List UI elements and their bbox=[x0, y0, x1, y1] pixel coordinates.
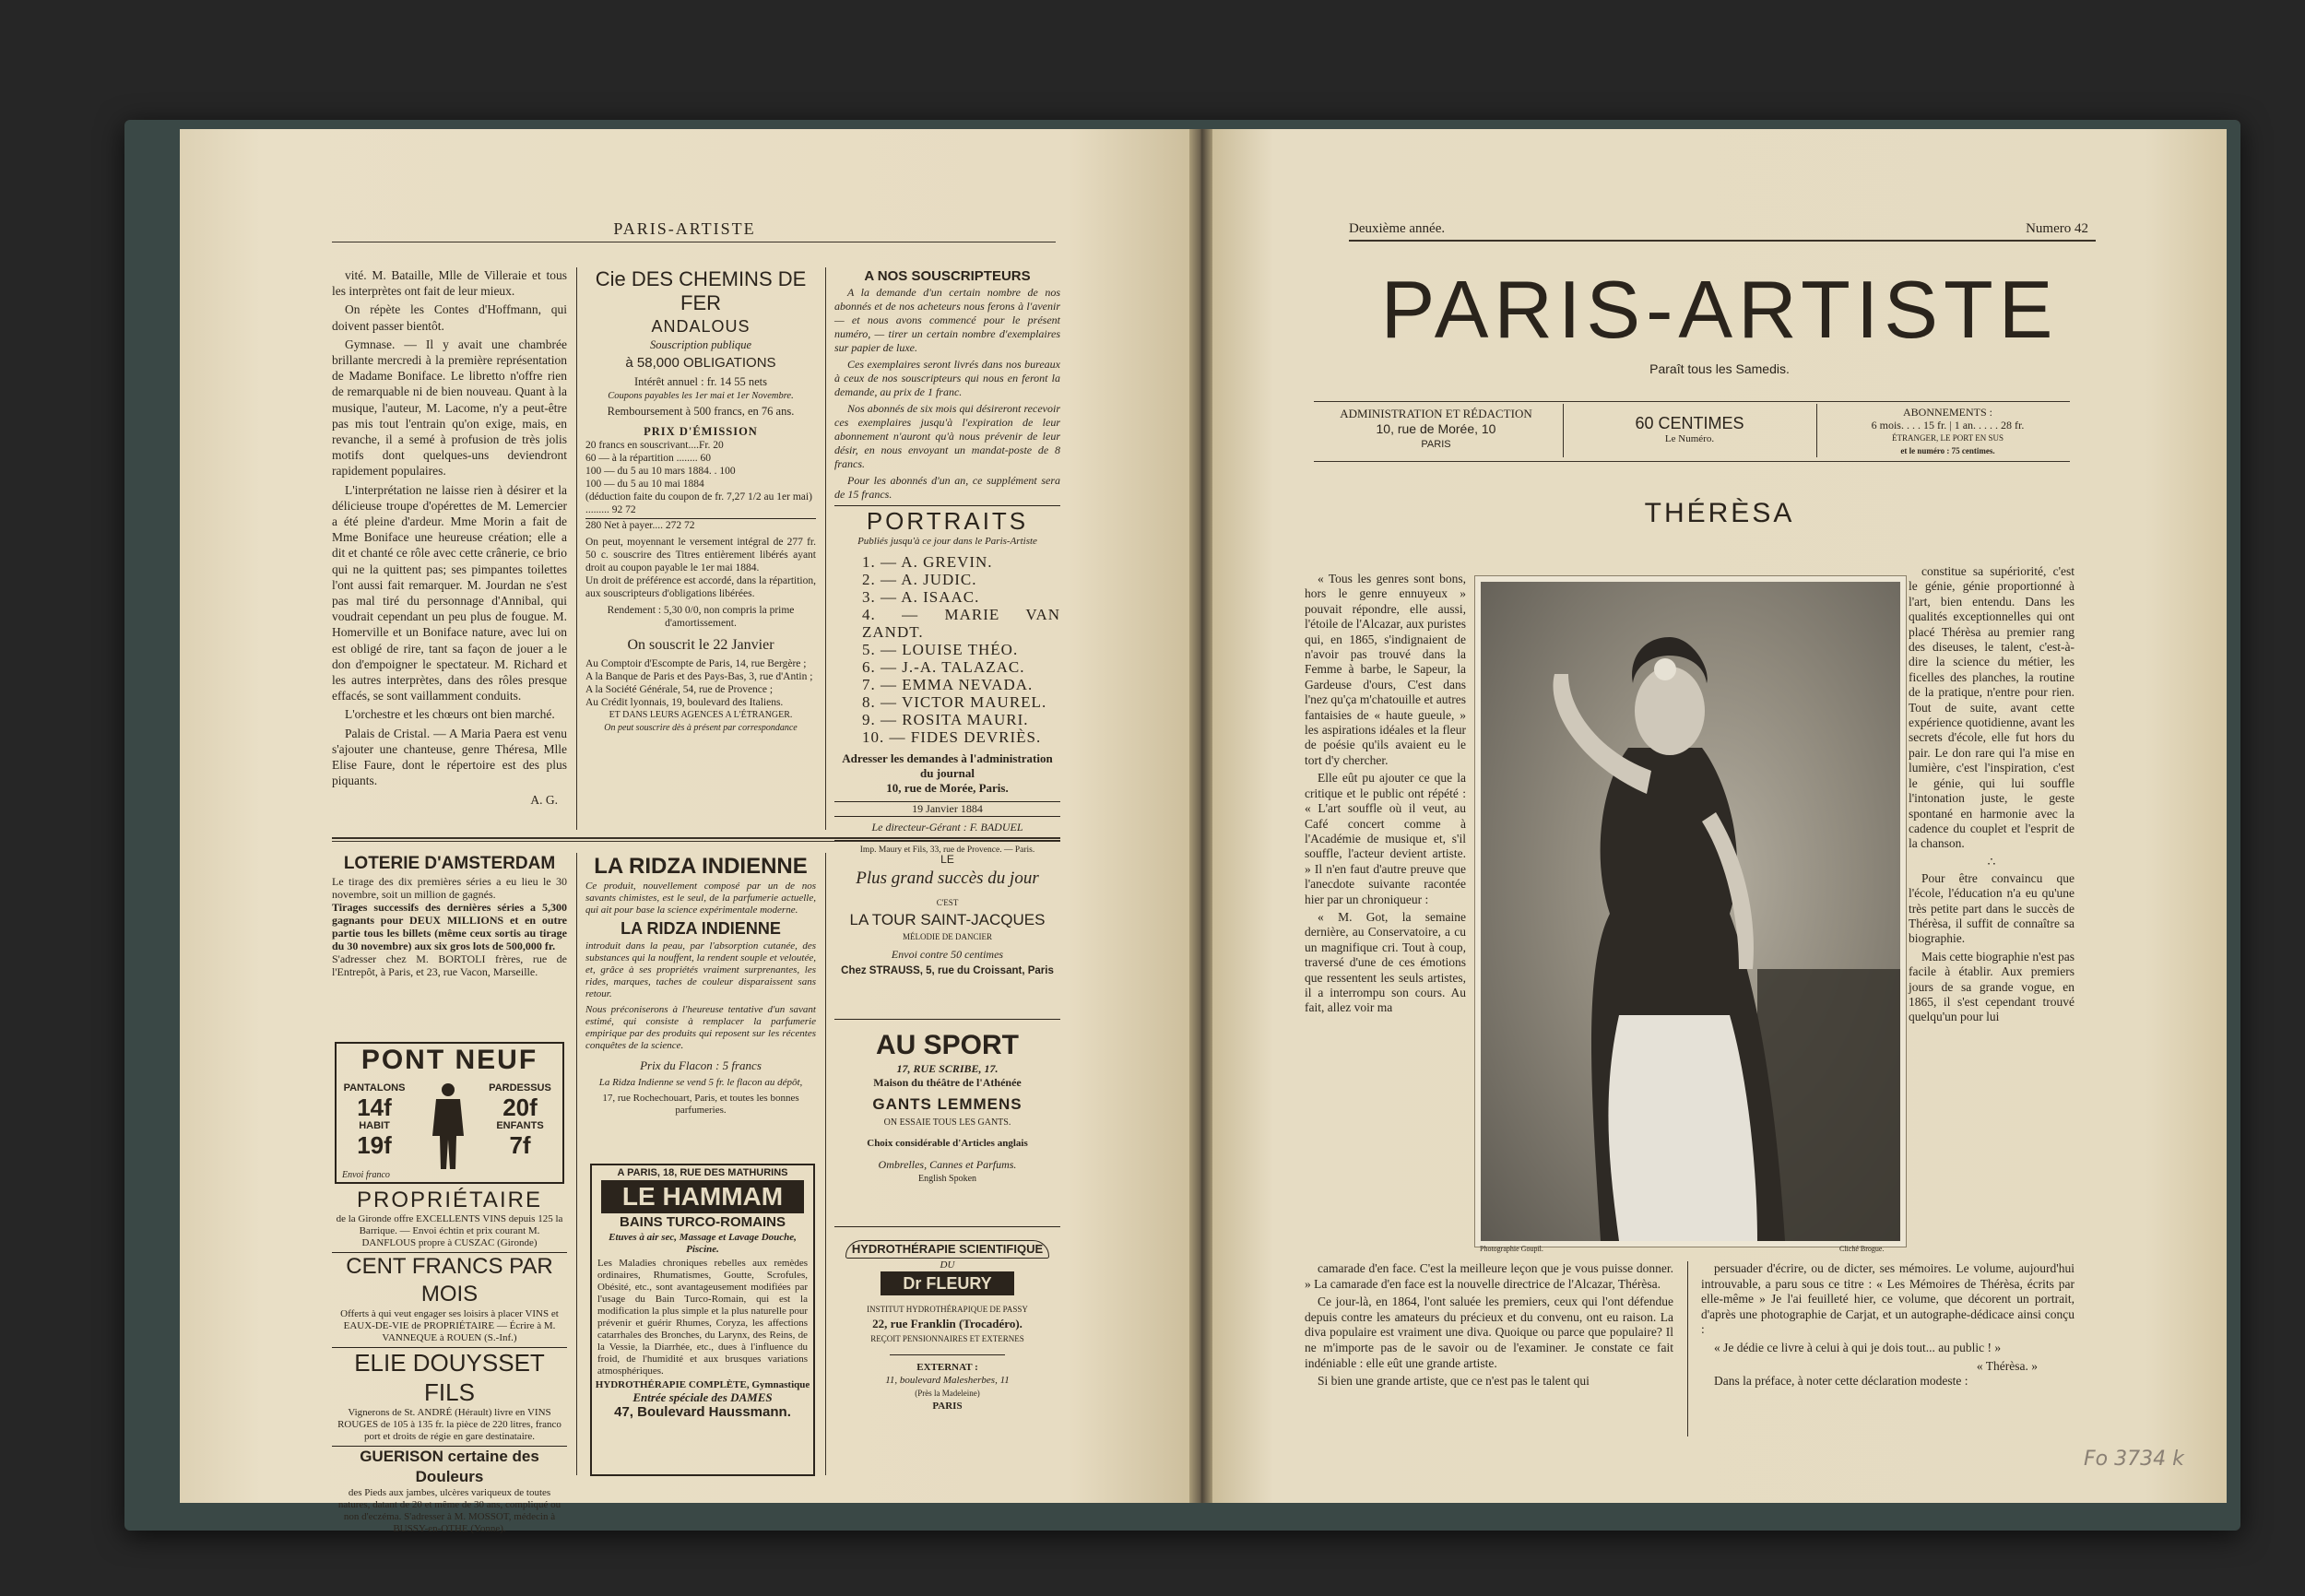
pont-left bbox=[342, 1082, 407, 1158]
hammam-ad bbox=[590, 1164, 815, 1476]
column-rule bbox=[576, 853, 577, 1475]
theresa-photograph bbox=[1475, 576, 1906, 1247]
photo-credit-left: Photographie Goupil. bbox=[1480, 1245, 1543, 1253]
paragraph: Palais de Cristal. — A Maria Paera est venu s'ajouter une chanteuse, genre Théresa, Mlle Elise Faure, dont le répertoire est des plus piquants. bbox=[332, 726, 567, 788]
paragraph: « Je dédie ce livre à celui à qui je dois tout... au public ! » bbox=[1714, 1340, 2002, 1354]
english: English Spoken bbox=[917, 1174, 977, 1184]
portrait-item: 8. — VICTOR MAUREL. bbox=[862, 693, 1047, 711]
portrait-item: 1. — A. GREVIN. bbox=[862, 553, 993, 571]
book-gutter bbox=[1189, 129, 1212, 1503]
du: DU bbox=[940, 1259, 955, 1271]
info-rule bbox=[1314, 461, 2070, 462]
ridza-ad bbox=[585, 853, 816, 1117]
portrait-item: 7. — EMMA NEVADA. bbox=[862, 676, 1034, 693]
cent-text: Offerts à qui veut engager ses loisirs à placer VINS et EAUX-DE-VIE de PROPRIÉTAIRE — Écrire à M. VANNEQUE à ROUEN (S.-Inf.) bbox=[340, 1308, 559, 1343]
price-sub: Le Numéro. bbox=[1664, 433, 1715, 444]
paragraph: Dans la préface, à noter cette déclaration modeste : bbox=[1714, 1374, 1968, 1389]
choix: Choix considérable d'Articles anglais bbox=[867, 1138, 1028, 1149]
hammam-title: LE HAMMAM bbox=[601, 1180, 804, 1213]
bank: A la Société Générale, 54, rue de Provence ; bbox=[585, 684, 774, 695]
pont-envoi: Envoi franco bbox=[342, 1170, 390, 1180]
abonnements-box bbox=[1821, 406, 2074, 457]
malesherbes: 11, boulevard Malesherbes, 11 bbox=[885, 1375, 1010, 1386]
loterie-ad bbox=[332, 853, 567, 978]
hammam-hours: Etuves à air sec, Massage et Lavage Douche, Piscine. bbox=[609, 1232, 797, 1255]
ridza-title: LA RIDZA INDIENNE bbox=[594, 854, 808, 879]
pont-item: PANTALONS bbox=[343, 1082, 406, 1094]
proprietaire-title: PROPRIÉTAIRE bbox=[357, 1188, 542, 1212]
paragraph: « Tous les genres sont bons, hors le genre ennuyeux » pouvait répondre, elle aussi, l'étoile de l'Alcazar, aux puristes qui, en 1865, s'indignaient de n'avoir pas trouvé dans la Femme à barbe, le Sapeur, la Gardeuse d'ours, C'est dans l'nez qu'ça m'chatouille et autres fantaisies de « haute gueule, » les aspirations idéales et la fleur de poésie qu'ils avaient eu le tort d'y chercher. bbox=[1305, 572, 1466, 767]
portrait-item: 3. — A. ISAAC. bbox=[862, 588, 980, 606]
paragraph: Nos abonnés de six mois qui désireront recevoir ces exemplaires jusqu'à l'expiration de leur abonnement n'auront qu'à nous prévenir de leur désir, en nous envoyant un mandat-poste de 8 francs. bbox=[834, 402, 1060, 470]
masthead-rule bbox=[1349, 240, 2096, 242]
prix-list bbox=[585, 439, 816, 532]
pont-item: HABIT bbox=[359, 1120, 390, 1131]
section-dots-icon: ∴ bbox=[1987, 855, 1996, 869]
prix-line: 100 — du 5 au 10 mars 1884. . 100 bbox=[585, 466, 736, 477]
hammam-sub: BAINS TURCO-ROMAINS bbox=[620, 1214, 786, 1230]
adresse: 10, rue de Morée, Paris. bbox=[886, 781, 1009, 795]
envoi: Envoi contre 50 centimes bbox=[891, 948, 1004, 961]
strauss: Chez STRAUSS, 5, rue du Croissant, Paris bbox=[841, 965, 1054, 976]
column-rule bbox=[825, 267, 826, 830]
paragraph: camarade d'en face. C'est la meilleure leçon que je vous puisse donner. » La camarade d'en face est la nouvelle directrice de l'Alcazar, Thérèsa. bbox=[1305, 1261, 1673, 1291]
prix-line: 100 — du 5 au 10 mai 1884 bbox=[585, 479, 704, 490]
hammam-dames: Entrée spéciale des DAMES bbox=[632, 1390, 773, 1404]
column-rule bbox=[825, 853, 826, 1475]
annee: Deuxième année. bbox=[1349, 221, 1446, 236]
bank: Au Crédit lyonnais, 19, boulevard des Italiens. bbox=[585, 697, 784, 708]
institut: INSTITUT HYDROTHÉRAPIQUE DE PASSY bbox=[867, 1305, 1028, 1314]
hammam-hydro: HYDROTHÉRAPIE COMPLÈTE, Gymnastique bbox=[595, 1379, 810, 1390]
info-divider bbox=[1816, 404, 1817, 457]
numero: Numero 42 bbox=[2026, 221, 2088, 236]
article-right-column bbox=[1909, 564, 2074, 1028]
column-rule bbox=[576, 267, 577, 830]
admin-city: PARIS bbox=[1421, 439, 1451, 450]
portrait-item: 6. — J.-A. TALAZAC. bbox=[862, 658, 1025, 676]
cent-francs-title: CENT FRANCS PAR MOIS bbox=[332, 1252, 567, 1308]
ridza-prix: Prix du Flacon : 5 francs bbox=[640, 1058, 762, 1072]
abo-etranger: ÉTRANGER, LE PORT EN SUS bbox=[1891, 433, 2004, 443]
loterie-text3: S'adresser chez M. BORTOLI frères, rue de l'Entrepôt, à Paris, et 23, rue Vacon, Marseille. bbox=[332, 952, 567, 978]
bank-correspondance: On peut souscrire dès à présent par correspondance bbox=[604, 723, 798, 733]
sport-addr: 17, RUE SCRIBE, 17. bbox=[896, 1062, 999, 1075]
ridza-title2: LA RIDZA INDIENNE bbox=[621, 919, 781, 938]
paragraph: Elle eût pu ajouter ce que la critique et le public ont répété : « L'art souffle où il veut, au Café concert comme à l'Académie de musique et, s'il souffle, l'acteur devient artiste. » Il n'en faut d'autre preuve que l'anecdote suivante racontée hier par un chroniqueur : bbox=[1305, 771, 1466, 906]
signature: « Thérèsa. » bbox=[1976, 1358, 2038, 1373]
paragraph: Si bien une grande artiste, que ce n'est pas le talent qui bbox=[1318, 1374, 1590, 1389]
le: LE bbox=[940, 853, 954, 866]
paragraph: persuader d'écrire, ou de dicter, ses mémoires. Le volume, aujourd'hui introuvable, a paru sous ce titre : « Les Mémoires de Thérèsa, écrits par elle-même » Je l'ai feuilleté hier, ce volume, que décorent un portrait, d'après une photographie de Carjat, et un autographe-dédicace ainsi conçu : bbox=[1701, 1261, 2074, 1337]
bank: A la Banque de Paris et des Pays-Bas, 3, rue d'Antin ; bbox=[585, 671, 813, 682]
info-divider bbox=[1563, 404, 1564, 457]
portrait-item: 10. — FIDES DEVRIÈS. bbox=[862, 728, 1042, 746]
admin-addr: 10, rue de Morée, 10 bbox=[1376, 421, 1496, 436]
right-page bbox=[1212, 129, 2227, 1503]
prix-line: (déduction faite du coupon de fr. 7,27 1/2 au 1er mai) ......... 92 72 bbox=[585, 491, 812, 515]
tailor-figure-icon bbox=[425, 1081, 471, 1171]
section-rule bbox=[332, 837, 1060, 839]
pres: (Près la Madeleine) bbox=[915, 1389, 980, 1398]
shelf-mark: Fo 3734 k bbox=[2084, 1448, 2184, 1471]
chemins-subtitle: ANDALOUS bbox=[651, 317, 751, 336]
column-rule bbox=[1687, 1261, 1688, 1436]
loterie-text: Le tirage des dix premières séries a eu lieu le 30 novembre, soit un million de gagnés. bbox=[332, 875, 567, 901]
pont-right bbox=[483, 1082, 557, 1158]
section-rule bbox=[332, 841, 1060, 842]
prix-title: PRIX D'ÉMISSION bbox=[644, 425, 758, 438]
hammam-top: A PARIS, 18, RUE DES MATHURINS bbox=[617, 1167, 788, 1178]
ombrelles: Ombrelles, Cannes et Parfums. bbox=[878, 1158, 1017, 1171]
paris: PARIS bbox=[932, 1401, 963, 1412]
elie-title: ELIE DOUYSSET FILS bbox=[332, 1347, 567, 1407]
paragraph: Ce jour-là, en 1864, l'ont saluée les premiers, ceux qui l'ont défendue depuis contre les amateurs du précieux et du convenu, ont eu raison. La diva populaire est vraiment une diva. Quoique ou parce que populaire? Il ne m'importe pas de le savoir ou de l'examiner. Je constate ce fait indéniable : elle eût une grande artiste. bbox=[1305, 1295, 1673, 1370]
ridza-addr: 17, rue Rochechouart, Paris, et toutes les bonnes parfumeries. bbox=[602, 1093, 799, 1116]
portrait-item: 4. — MARIE VAN ZANDT. bbox=[862, 606, 1060, 641]
paragraph: Gymnase. — Il y avait une chambrée brillante mercredi à la première représentation de Madame Boniface. Le libretto n'offre rien de remarquable ni de bien nouveau. Quant à la musique, l'auteur, M. Lacome, n'y a peut-être pas mis tout l'entrain qu'on exige, mais, en revanche, il a semé à profusion de très jolis motifs dont quelques-uns deviendront rapidement populaires. bbox=[332, 337, 567, 479]
banks-list bbox=[585, 657, 816, 735]
cest: C'EST bbox=[936, 898, 959, 907]
abonnements-title: ABONNEMENTS : bbox=[1902, 406, 1992, 419]
pont-neuf-title: PONT NEUF bbox=[361, 1045, 538, 1075]
price-box bbox=[1567, 413, 1812, 444]
fleury-ad bbox=[834, 1226, 1060, 1413]
bank: Au Comptoir d'Escompte de Paris, 14, rue Bergère ; bbox=[585, 658, 807, 669]
guerison-title: GUERISON certaine des Douleurs bbox=[332, 1446, 567, 1487]
melodie: MÉLODIE DE DANCIER bbox=[903, 932, 992, 941]
tour-saint-jacques-ad bbox=[834, 853, 1060, 978]
fleury-title: Dr FLEURY bbox=[881, 1271, 1014, 1295]
hammam-addr: 47, Boulevard Haussmann. bbox=[614, 1404, 791, 1420]
interet: Intérêt annuel : fr. 14 55 nets bbox=[633, 375, 768, 388]
externat: EXTERNAT : bbox=[890, 1354, 1005, 1374]
paragraph: vité. M. Bataille, Mlle de Villeraie et tous les interprètes ont fait de leur mieux. bbox=[332, 268, 567, 299]
hammam-text: Les Maladies chroniques rebelles aux remèdes ordinaires, Rhumatismes, Goutte, Scrofules, Obésité, etc., sont avantageusement modifiées par l'usage du Bain Turco-Romain, qui est la modification la plus simple et la plus naturelle pour prévenir et guérir Rhumes, Coryza, les affections catarrhales des Bronches, du Larynx, des Reins, de la Vessie, la Diarrhée, etc., dues à l'influence du froid, de l'humidité et aux brusques variations atmosphériques. bbox=[597, 1258, 808, 1377]
hydro-arc: HYDROTHÉRAPIE SCIENTIFIQUE bbox=[845, 1240, 1049, 1259]
price: 60 CENTIMES bbox=[1635, 414, 1744, 432]
ridza-depot: La Ridza Indienne se vend 5 fr. le flacon au dépôt, bbox=[598, 1077, 803, 1088]
gants-sub: ON ESSAIE TOUS LES GANTS. bbox=[883, 1117, 1011, 1128]
left-page bbox=[180, 129, 1189, 1534]
guerison-text: des Pieds aux jambes, ulcères variqueux de toutes natures, datant de 20 et même de 30 ans, compliqué ou non d'eczéma. S'adresser à M. MOSSOT, médecin à BUSSY-en-OTHE (Yonne). bbox=[337, 1487, 561, 1534]
souscrit-date: On souscrit le 22 Janvier bbox=[627, 637, 774, 653]
article-title: THÉRÈSA bbox=[1644, 498, 1795, 528]
signature: A. G. bbox=[530, 792, 558, 807]
bank-etranger: ET DANS LEURS AGENCES A L'ÉTRANGER. bbox=[609, 710, 793, 720]
paragraph: « M. Got, la semaine dernière, au Conservatoire, a cu un magnifique cri. Tout à coup, traversé d'une de ces émotions que ressentent les seuls artistes, il a interrompu son cours. Au fait, allez voir ma bbox=[1305, 909, 1466, 1015]
prix-line: 60 — à la répartition ........ 60 bbox=[585, 453, 712, 464]
pont-price: 7f bbox=[509, 1131, 531, 1159]
abo-line: 6 mois. . . . 15 fr. | 1 an. . . . . 28 fr. bbox=[1871, 419, 2025, 432]
pont-neuf-ad bbox=[335, 1042, 564, 1184]
prix-line: 280 Net à payer.... 272 72 bbox=[585, 518, 816, 532]
admin-box bbox=[1314, 406, 1558, 453]
chemins-note: On peut, moyennant le versement intégral de 277 fr. 50 c. souscrire des Titres entièrement libérés ayant droit au coupon payable le 1er mai 1884. bbox=[585, 537, 816, 573]
au-sport-ad bbox=[834, 1019, 1060, 1186]
pont-price: 14f bbox=[357, 1094, 392, 1121]
loterie-text2: Tirages successifs des dernières séries a 5,300 gagnants pour DEUX MILLIONS et en outre partie tous les billets (même ceux sortis au tirage du 30 novembre) aux six gros lots de 500,000 fr. bbox=[332, 901, 567, 952]
ridza-text3: Nous préconiserons à l'heureuse tentative d'un savant estimé, qui consiste à remplacer la parfumerie empirique par des produits qui reposent sur les récentes conquêtes de la science. bbox=[585, 1004, 816, 1051]
paragraph: Mais cette biographie n'est pas facile à établir. Aux premiers jours de sa grande vogue, en 1865, il s'est cependant trouvé quelqu'un pour lui bbox=[1909, 949, 2074, 1024]
sport-maison: Maison du théâtre de l'Athénée bbox=[873, 1076, 1022, 1089]
article-left-column bbox=[1305, 572, 1466, 1019]
article-bottom-right bbox=[1701, 1261, 2074, 1392]
paragraph: L'orchestre et les chœurs ont bien marché. bbox=[345, 707, 555, 722]
parait: Paraît tous les Samedis. bbox=[1649, 361, 1790, 376]
abo-numero: et le numéro : 75 centimes. bbox=[1900, 446, 1995, 455]
succes: Plus grand succès du jour bbox=[856, 869, 1039, 888]
paragraph: constitue sa supériorité, c'est le génie, génie proportionné à l'art, bien entendu. Dans les qualités exceptionnelles qui ont placé Thérèsa au premier rang des diseuses, le talent, c'est-à-dire la science du métier, les ficelles des planches, la routine de la pratique, n'entre pour rien. Tout de suite, avant cette expérience quotidienne, avant les secrets d'école, elle fut hors du pair. Le don rare qui l'a mise en lumière, c'est l'inspiration, c'est le génie, qui lui souffle l'intonation juste, le geste spontané en harmonie avec la cadence du couplet et l'esprit de la chanson. bbox=[1909, 564, 2074, 851]
rendement: Rendement : 5,30 0/0, non compris la prime d'amortissement. bbox=[607, 605, 795, 629]
elie-text: Vignerons de St. ANDRÉ (Hérault) livre en VINS ROUGES de 105 à 135 fr. la pièce de 220 litres, franco port et droits de régie en gare destinataire. bbox=[337, 1407, 561, 1442]
tour-title: LA TOUR SAINT-JACQUES bbox=[849, 911, 1046, 928]
portrait-item: 2. — A. JUDIC. bbox=[862, 571, 977, 588]
chemins-title: Cie DES CHEMINS DE FER bbox=[595, 267, 807, 314]
coupons: Coupons payables les 1er mai et 1er Novembre. bbox=[608, 391, 794, 401]
souscripteurs-title: A NOS SOUSCRIPTEURS bbox=[864, 268, 1031, 284]
loterie-title: LOTERIE D'AMSTERDAM bbox=[343, 854, 556, 873]
issue-date: 19 Janvier 1884 bbox=[834, 801, 1060, 817]
imprimerie: Imp. Maury et Fils, 33, rue de Provence. — Paris. bbox=[834, 840, 1060, 857]
pont-price: 20f bbox=[502, 1094, 538, 1121]
portrait-figure-icon bbox=[1481, 582, 1900, 1241]
portrait-item: 5. — LOUISE THÉO. bbox=[862, 641, 1019, 658]
pont-item: ENFANTS bbox=[496, 1120, 544, 1131]
portraits-list bbox=[834, 553, 1060, 746]
recoit: REÇOIT PENSIONNAIRES ET EXTERNES bbox=[870, 1334, 1024, 1343]
pont-price: 19f bbox=[357, 1131, 392, 1159]
adresser: Adresser les demandes à l'administration du journal bbox=[842, 751, 1053, 780]
gants: GANTS LEMMENS bbox=[872, 1095, 1022, 1113]
portraits-sub: Publiés jusqu'à ce jour dans le Paris-Artiste bbox=[857, 536, 1037, 547]
prix-line: 20 francs en souscrivant....Fr. 20 bbox=[585, 440, 724, 451]
theatre-column bbox=[332, 267, 567, 808]
portraits-title: PORTRAITS bbox=[834, 505, 1060, 536]
souscription-label: Souscription publique bbox=[649, 338, 752, 351]
paragraph: On répète les Contes d'Hoffmann, qui doivent passer bientôt. bbox=[332, 302, 567, 333]
info-rule bbox=[1314, 401, 2070, 402]
paragraph: Ces exemplaires seront livrés dans nos bureaux à ceux de nos souscripteurs qui nous en feront la demande, au prix de 1 franc. bbox=[834, 358, 1060, 398]
article-bottom-left bbox=[1305, 1261, 1673, 1392]
proprietaire-text: de la Gironde offre EXCELLENTS VINS depuis 125 la Barrique. — Envoi échtin et prix courant M. DANFLOUS propre à CUSZAC (Gironde) bbox=[336, 1213, 563, 1248]
remboursement: Remboursement à 500 francs, en 76 ans. bbox=[607, 405, 795, 418]
paragraph: A la demande d'un certain nombre de nos abonnés et de nos acheteurs nous ferons à l'avenir — et nous avons commencé pour le présent numéro, — tirer un certain nombre d'exemplaires sur papier de luxe. bbox=[834, 286, 1060, 354]
masthead-title: PARIS-ARTISTE bbox=[1380, 264, 2059, 355]
souscripteurs-notice bbox=[834, 267, 1060, 857]
paragraph: L'interprétation ne laisse rien à désirer et la délicieuse troupe d'opérettes de M. Lemercier a été pleine d'ardeur. Mme Morin a fait de Mme Boniface une heureuse création; elle a dit et chanté ce rôle avec cette crânerie, ce brio qui ne la quittent pas; ses pimpantes toilettes l'ont aussi fait remarquer. M. Jourdan ne s'est pas mal tiré du personnage d'Annibal, qui voudrait cependant un peu plus de fougue. M. Homerville et un Boniface nature, avec lui on est obligé de rire, tant sa façon de jouer a le don d'empoigner le spectateur. M. Richard et les autres interprètes, dans des rôles presque effacés, se sont vaillamment conduits. bbox=[332, 482, 567, 703]
chemins-note2: Un droit de préférence est accordé, dans la répartition, aux souscripteurs d'obligations libérées. bbox=[585, 575, 816, 599]
paragraph: Pour être convaincu que l'école, l'éducation n'a eu qu'une très petite part dans le succès de Thérèsa, il suffit de connaître sa biographie. bbox=[1909, 870, 2074, 946]
obligations: à 58,000 OBLIGATIONS bbox=[625, 355, 776, 371]
photo-credit-right: Cliché Brogue. bbox=[1839, 1245, 1885, 1253]
chemins-ad bbox=[585, 267, 816, 735]
portrait-item: 9. — ROSITA MAURI. bbox=[862, 711, 1029, 728]
pont-item: PARDESSUS bbox=[489, 1082, 551, 1094]
franklin: 22, rue Franklin (Trocadéro). bbox=[872, 1317, 1022, 1330]
ridza-text2: introduit dans la peau, par l'absorption cutanée, des substances qui la nouffent, la rendent souple et veloutée, et, grâce à ses propriétés vraiment surprenantes, les rides, marques, taches de couleur disparaissent sans retour. bbox=[585, 940, 816, 999]
running-head: PARIS-ARTISTE bbox=[613, 219, 756, 238]
paragraph: Pour les abonnés d'un an, ce supplément sera de 15 francs. bbox=[834, 474, 1060, 501]
ridza-text: Ce produit, nouvellement composé par un de nos savants chimistes, est le seul, de la parfumerie actuelle, qui ait pour base la science expérimentale moderne. bbox=[585, 881, 816, 916]
directeur: Le directeur-Gérant : F. BADUEL bbox=[871, 821, 1023, 833]
classified-ads bbox=[332, 1188, 567, 1535]
admin-title: ADMINISTRATION ET RÉDACTION bbox=[1340, 407, 1532, 420]
au-sport-title: AU SPORT bbox=[875, 1030, 1019, 1060]
